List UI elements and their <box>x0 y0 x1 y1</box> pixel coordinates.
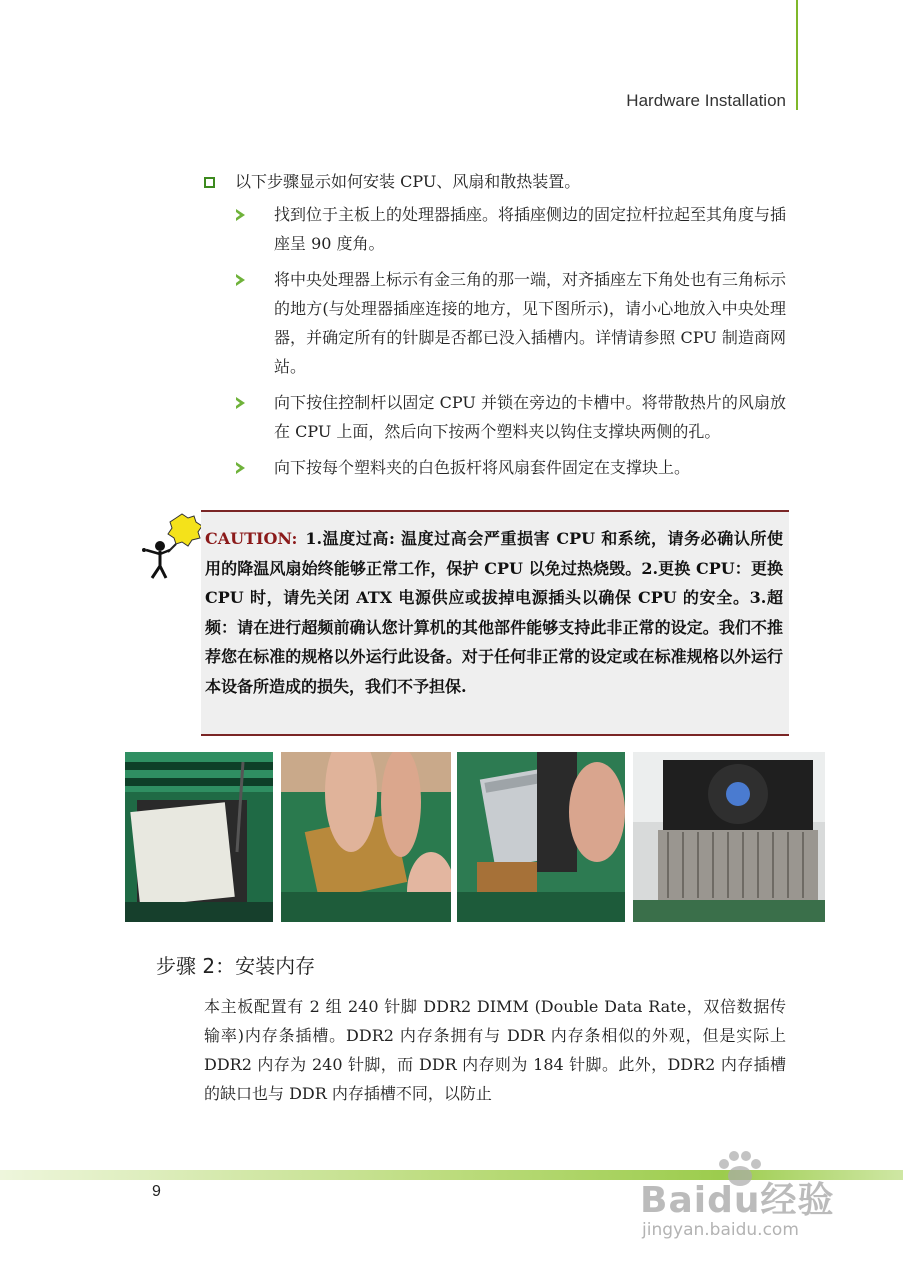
watermark <box>640 1148 860 1258</box>
caution-text: 1.温度过高: 温度过高会严重损害 CPU 和系统，请务必确认所使用的降温风扇始终能够正常工作，保护 CPU 以免过热烧毁。2.更换 CPU：更换 CPU 时，请先关闭 ATX 电源供应或拔掉电源插头以确保 CPU 的安全。3.超频：请在进行超频前确认您计算机的其他部件能够支持此非正常的设定。我们不推荐您在标准的规格以外运行此设备。对于任何非正常的设定或在标准规格以外运行本设备所造成的损失，我们不予担保. <box>205 529 783 696</box>
section-title: 步骤 2：安装内存 <box>156 954 316 978</box>
arrow-bullet-icon <box>236 462 245 474</box>
step-list <box>236 200 786 489</box>
intro-text: 以下步骤显示如何安装 CPU、风扇和散热装置。 <box>235 172 581 191</box>
arrow-bullet-icon <box>236 209 245 221</box>
header-title: Hardware Installation <box>626 91 786 110</box>
caution-figure-icon <box>132 512 202 582</box>
installation-photos <box>125 752 825 924</box>
arrow-bullet-icon <box>236 397 245 409</box>
step-text: 向下按每个塑料夹的白色扳杆将风扇套件固定在支撑块上。 <box>274 458 691 477</box>
caution-box <box>201 510 789 736</box>
step-text: 向下按住控制杆以固定 CPU 并锁在旁边的卡槽中。将带散热片的风扇放在 CPU 上面，然后向下按两个塑料夹以钩住支撑块两侧的孔。 <box>274 393 786 441</box>
cpu-insert-photo <box>281 752 451 922</box>
header-accent-line <box>796 0 798 110</box>
intro-line <box>204 168 794 196</box>
fan-installed-photo <box>633 752 825 922</box>
page-number: 9 <box>152 1183 161 1200</box>
caution-label: CAUTION: <box>205 529 298 548</box>
step-item <box>236 200 786 258</box>
heatsink-place-photo <box>457 752 625 922</box>
cpu-socket-photo <box>125 752 273 922</box>
step-item <box>236 388 786 446</box>
step-text: 将中央处理器上标示有金三角的那一端，对齐插座左下角处也有三角标示的地方(与处理器插座连接的地方，见下图所示)，请小心地放入中央处理器，并确定所有的针脚是否都已没入插槽内。详情请参照 CPU 制造商网站。 <box>274 270 787 376</box>
checkbox-bullet-icon <box>204 177 215 188</box>
step-text: 找到位于主板上的处理器插座。将插座侧边的固定拉杆拉起至其角度与插座呈 90 度角。 <box>274 205 787 253</box>
step-item <box>236 453 786 482</box>
body-paragraph: 本主板配置有 2 组 240 针脚 DDR2 DIMM (Double Data Rate，双倍数据传输率)内存条插槽。DDR2 内存条拥有与 DDR 内存条相似的外观，但是实际上 DDR2 内存为 240 针脚，而 DDR 内存则为 184 针脚。此外，DDR2 内存插槽的缺口也与 DDR 内存插槽不同，以防止 <box>204 997 786 1103</box>
arrow-bullet-icon <box>236 274 245 286</box>
watermark-logo: Baidu经验 <box>640 1180 835 1221</box>
step-item <box>236 265 786 381</box>
watermark-url: jingyan.baidu.com <box>642 1220 799 1240</box>
